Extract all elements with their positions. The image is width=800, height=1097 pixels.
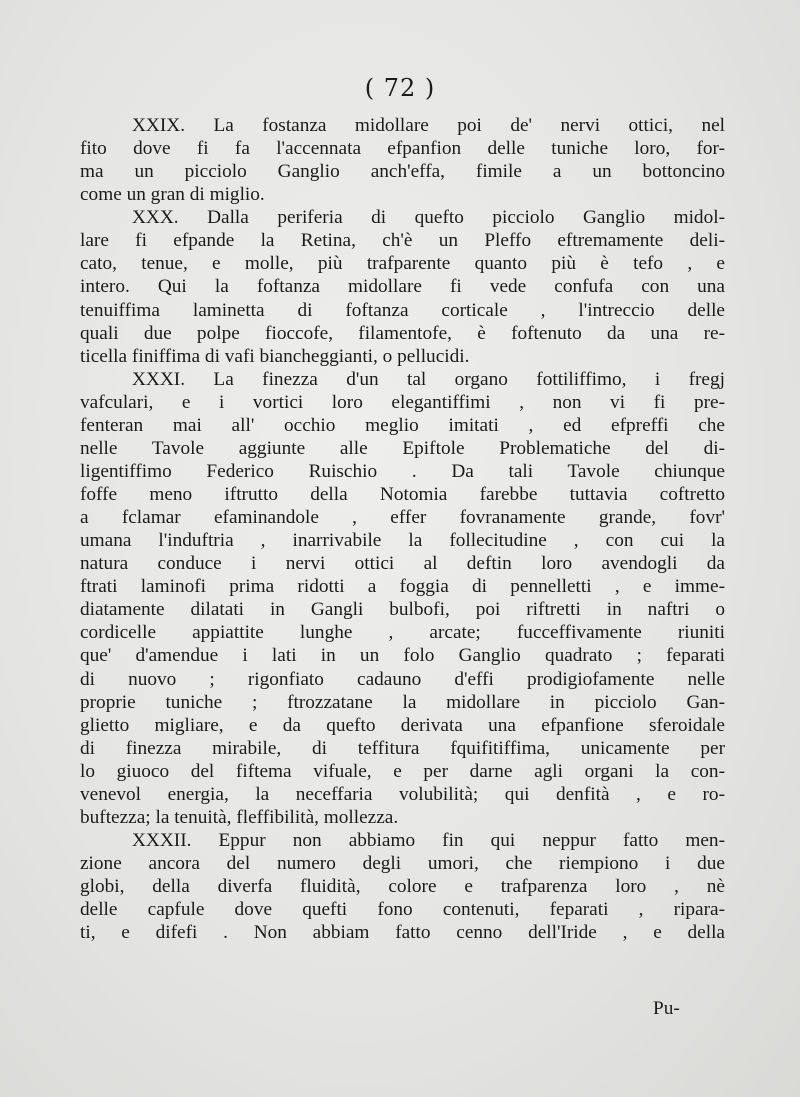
- text-line: natura conduce i nervi ottici al deftin loro avendogli da: [80, 553, 725, 575]
- catchword: Pu-: [653, 998, 680, 1019]
- text-line: umana l'induftria , inarrivabile la follecitudine , con cui la: [80, 530, 725, 552]
- text-line: di finezza mirabile, di teffitura fquifitiffima, unicamente per: [80, 737, 725, 759]
- text-line: vafculari, e i vortici loro elegantiffimi , non vi fi pre-: [80, 391, 725, 413]
- text-line: diatamente dilatati in Gangli bulbofi, poi riftretti in naftri o: [80, 599, 725, 621]
- text-line: fenteran mai all' occhio meglio imitati , ed efpreffi che: [80, 414, 725, 436]
- text-line: ma un picciolo Ganglio anch'effa, fimile a un bottoncino: [80, 161, 725, 183]
- text-line: delle capfule dove quefti fono contenuti, feparati , ripara-: [80, 899, 725, 921]
- text-line: di nuovo ; rigonfiato cadauno d'effi prodigiofamente nelle: [80, 668, 725, 690]
- text-line: proprie tuniche ; ftrozzatane la midollare in picciolo Gan-: [80, 691, 725, 713]
- text-line: intero. Qui la foftanza midollare fi vede confufa con una: [80, 276, 725, 298]
- text-line: come un gran di miglio.: [80, 184, 265, 206]
- text-line: lo giuoco del fiftema vifuale, e per darne agli organi la con-: [80, 760, 725, 782]
- text-line: XXX. Dalla periferia di quefto picciolo Ganglio midol-: [132, 207, 725, 229]
- text-line: a fclamar efaminandole , effer fovranamente grande, fovr': [80, 507, 725, 529]
- text-line: XXXI. La finezza d'un tal organo fottiliffimo, i fregj: [132, 368, 725, 390]
- text-line: tenuiffima laminetta di foftanza corticale , l'intreccio delle: [80, 299, 725, 321]
- text-line: cordicelle appiattite lunghe , arcate; fucceffivamente riuniti: [80, 622, 725, 644]
- text-line: ftrati laminofi prima ridotti a foggia di pennelletti , e imme-: [80, 576, 725, 598]
- body-text: [80, 114, 725, 944]
- text-line: fito dove fi fa l'accennata efpanfion delle tuniche loro, for-: [80, 138, 725, 160]
- text-line: zione ancora del numero degli umori, che riempiono i due: [80, 853, 725, 874]
- text-line: ligentiffimo Federico Ruischio . Da tali Tavole chiunque: [80, 460, 725, 482]
- text-line: quali due polpe fioccofe, filamentofe, è foftenuto da una re-: [80, 322, 725, 344]
- text-line: XXIX. La fostanza midollare poi de' nervi ottici, nel: [132, 115, 725, 136]
- page-number: ( 72 ): [364, 74, 436, 102]
- text-line: nelle Tavole aggiunte alle Epiftole Problematiche del di-: [80, 437, 725, 459]
- text-line: glietto migliare, e da quefto derivata una efpanfione sferoidale: [80, 714, 725, 736]
- text-line: globi, della diverfa fluidità, colore e trafparenza loro , nè: [80, 876, 725, 898]
- text-line: buftezza; la tenuità, fleffibilità, mollezza.: [80, 806, 399, 828]
- text-line: cato, tenue, e molle, più trafparente quanto più è tefo , e: [80, 253, 725, 275]
- text-line: lare fi efpande la Retina, ch'è un Pleffo eftremamente deli-: [80, 230, 725, 252]
- text-line: ti, e difefi . Non abbiam fatto cenno dell'Iride , e della: [80, 922, 725, 944]
- text-line: XXXII. Eppur non abbiamo fin qui neppur fatto men-: [132, 829, 725, 851]
- text-line: que' d'amendue i lati in un folo Ganglio quadrato ; feparati: [80, 645, 725, 667]
- text-line: ticella finiffima di vafi biancheggianti, o pellucidi.: [80, 345, 470, 367]
- text-line: foffe meno iftrutto della Notomia farebbe tuttavia coftretto: [80, 484, 725, 505]
- text-line: venevol energia, la neceffaria volubilità; qui denfità , e ro-: [80, 783, 725, 805]
